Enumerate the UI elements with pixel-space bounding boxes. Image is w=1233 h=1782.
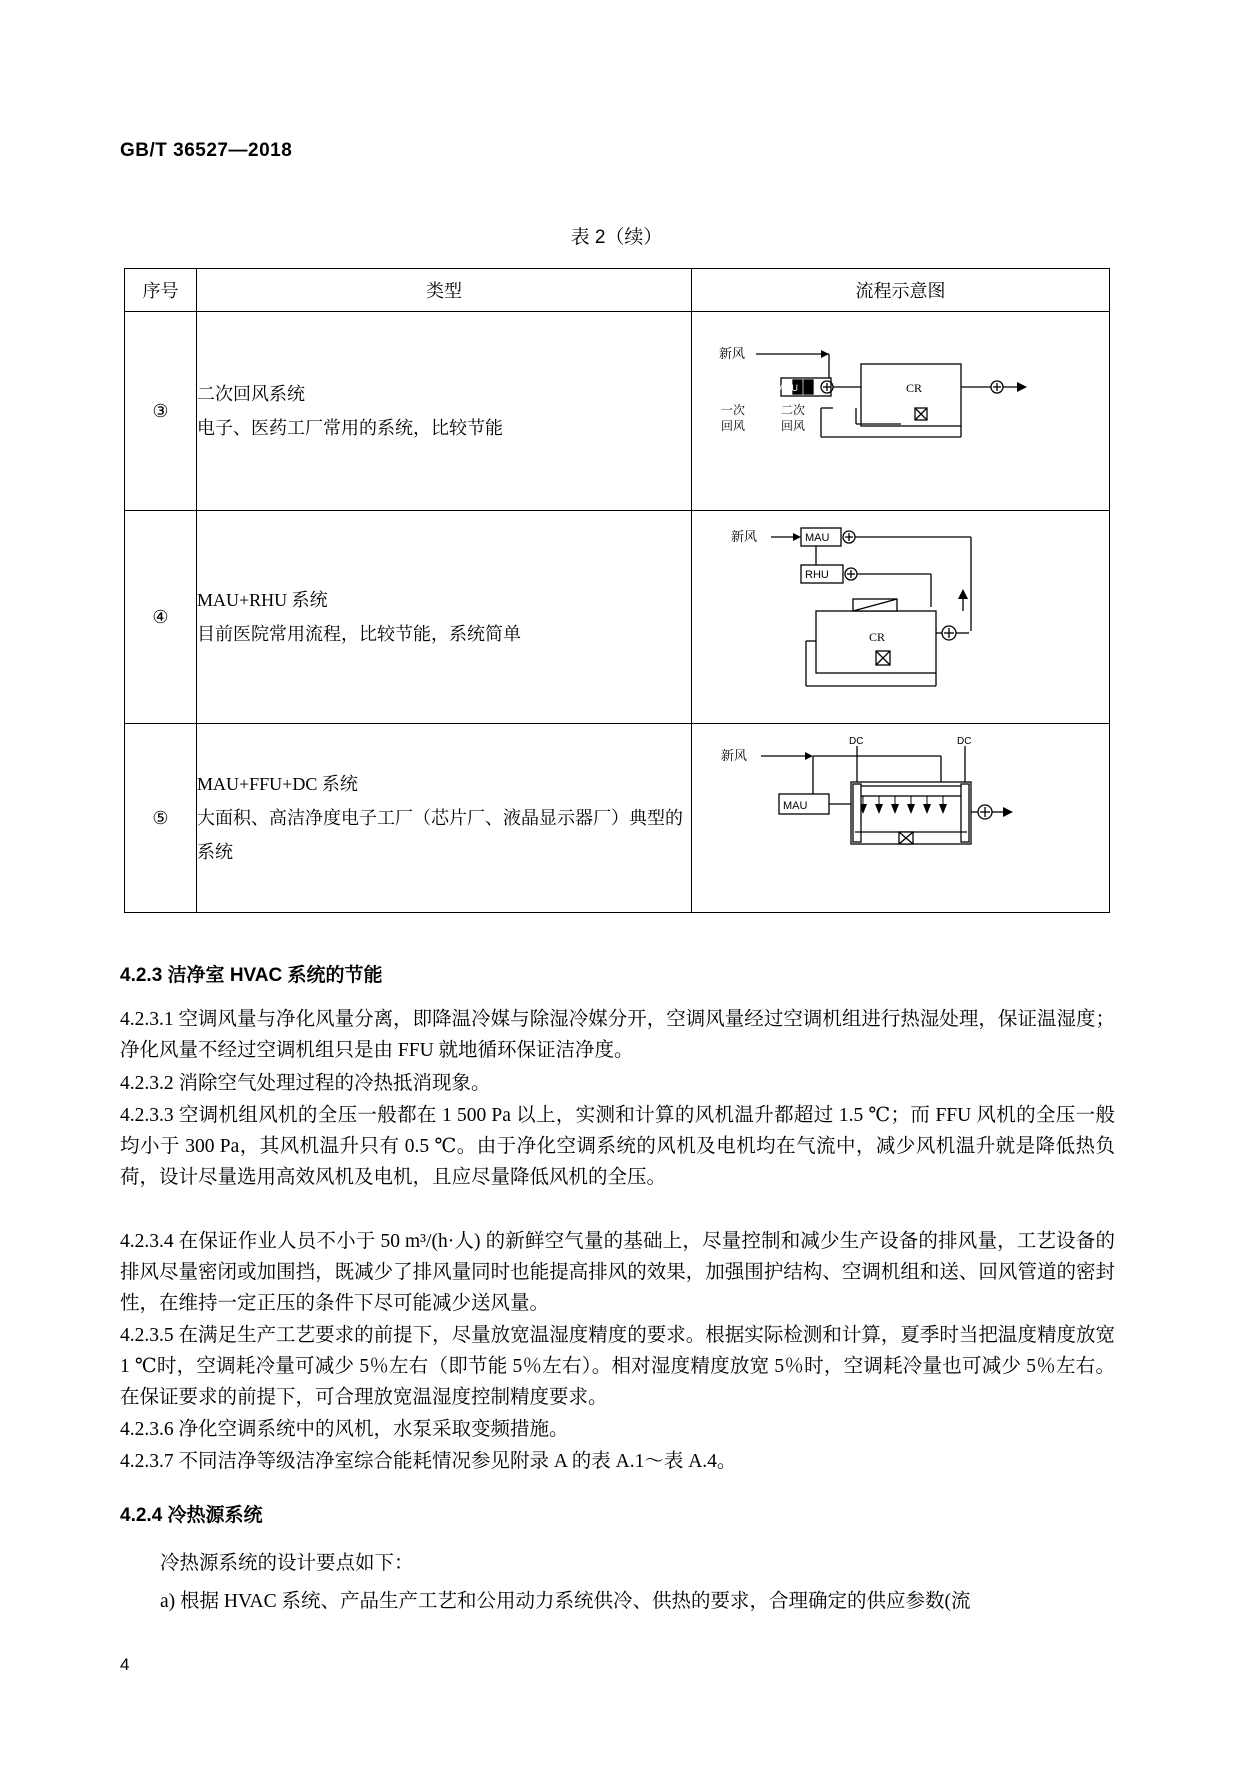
- list-item-424-a: a) 根据 HVAC 系统、产品生产工艺和公用动力系统供冷、供热的要求，合理确定的供应参数(流: [160, 1591, 971, 1612]
- flow-diagram-svg-3: [701, 312, 1101, 492]
- row-type: [197, 312, 692, 511]
- row-diagram: [692, 724, 1110, 913]
- row-diagram: [692, 312, 1110, 511]
- flow-diagram-svg-4: [701, 511, 1101, 706]
- label-ahu: AHU: [778, 383, 798, 393]
- row-type-desc: 电子、医药工厂常用的系统，比较节能: [197, 418, 503, 438]
- row-type-title: MAU+RHU 系统: [197, 589, 328, 610]
- section-heading-424: 4.2.4 冷热源系统: [120, 1505, 263, 1526]
- table-header-row: [125, 269, 1110, 312]
- label-dc-left: DC: [848, 736, 863, 747]
- table-row: [125, 511, 1110, 724]
- page-number: 4: [120, 1655, 130, 1674]
- paragraph-4236: 4.2.3.6 净化空调系统中的风机，水泵采取变频措施。: [120, 1419, 569, 1440]
- row-number: ③: [125, 312, 197, 511]
- diagram-mau-rhu: [692, 511, 1109, 723]
- label-return-1-line2: 回风: [720, 419, 745, 433]
- paragraph-4237: 4.2.3.7 不同洁净等级洁净室综合能耗情况参见附录 A 的表 A.1～表 A.4。: [120, 1451, 737, 1472]
- row-type-desc: 大面积、高洁净度电子工厂（芯片厂、液晶显示器厂）典型的系统: [197, 807, 683, 863]
- label-return-1-line1: 一次: [720, 403, 745, 417]
- row-type: [197, 724, 692, 913]
- label-return-2-line2: 回风: [780, 419, 805, 433]
- paragraph-4234: 4.2.3.4 在保证作业人员不小于 50 m³/(h·人) 的新鲜空气量的基础上，尽量控制和减少生产设备的排风量，工艺设备的排风尽量密闭或加围挡，既减少了排风量同时也能提高排风的效果，加强围护结构、空调机组和送、回风管道的密封性，在维持一定正压的条件下尽可能减少送风量。: [120, 1231, 1115, 1314]
- row-type-desc: 目前医院常用流程，比较节能，系统简单: [197, 624, 521, 644]
- label-rhu: RHU: [804, 569, 829, 581]
- table-header-type: 类型: [197, 269, 692, 312]
- diagram-mau-ffu-dc: [692, 724, 1109, 912]
- row-number: ④: [125, 511, 197, 724]
- row-type-title: MAU+FFU+DC 系统: [197, 773, 358, 794]
- table-row: [125, 312, 1110, 511]
- paragraph-4231: 4.2.3.1 空调风量与净化风量分离，即降温冷媒与除湿冷媒分开，空调风量经过空调机组进行热湿处理，保证温湿度；净化风量不经过空调机组只是由 FFU 就地循环保证洁净度。: [120, 1009, 1115, 1061]
- label-mau: MAU: [804, 532, 829, 544]
- standard-code-header: GB/T 36527—2018: [120, 140, 293, 161]
- label-dc-right: DC: [956, 736, 971, 747]
- paragraph-4235: 4.2.3.5 在满足生产工艺要求的前提下，尽量放宽温湿度精度的要求。根据实际检测和计算，夏季时当把温度精度放宽 1 ℃时，空调耗冷量可减少 5％左右（即节能 5％左右）。相对湿度精度放宽 5％时，空调耗冷量也可减少 5％左右。在保证要求的前提下，可合理放宽温湿度控制精度要求。: [120, 1325, 1115, 1408]
- svg-text:CR: CR: [905, 381, 922, 395]
- paragraph-4233: 4.2.3.3 空调机组风机的全压一般都在 1 500 Pa 以上，实测和计算的风机温升都超过 1.5 ℃；而 FFU 风机的全压一般均小于 300 Pa，其风机温升只有 0.5 ℃。由于净化空调系统的风机及电机均在气流中，减少风机温升就是降低热负荷，设计尽量选用高效风机及电机，且应尽量降低风机的全压。: [120, 1105, 1115, 1188]
- row-type: [197, 511, 692, 724]
- row-number: ⑤: [125, 724, 197, 913]
- paragraph-424-lead: 冷热源系统的设计要点如下：: [160, 1553, 414, 1574]
- row-type-title: 二次回风系统: [197, 383, 305, 404]
- row-diagram: [692, 511, 1110, 724]
- table-header-diagram: 流程示意图: [692, 269, 1110, 312]
- label-return-2-line1: 二次: [780, 403, 805, 417]
- label-fresh-air: 新风: [730, 529, 757, 544]
- paragraph-4232: 4.2.3.2 消除空气处理过程的冷热抵消现象。: [120, 1073, 491, 1094]
- table-header-no: 序号: [125, 269, 197, 312]
- label-fresh-air: 新风: [720, 748, 747, 763]
- table-caption: 表 2（续）: [570, 227, 663, 248]
- section-heading-423: 4.2.3 洁净室 HVAC 系统的节能: [120, 965, 383, 986]
- table-row: [125, 724, 1110, 913]
- flow-type-table: [124, 268, 1110, 913]
- diagram-secondary-return-air: [692, 312, 1109, 510]
- svg-text:CR: CR: [868, 630, 885, 644]
- label-mau: MAU: [782, 800, 807, 812]
- label-fresh-air: 新风: [718, 346, 745, 361]
- flow-diagram-svg-5: [701, 724, 1101, 899]
